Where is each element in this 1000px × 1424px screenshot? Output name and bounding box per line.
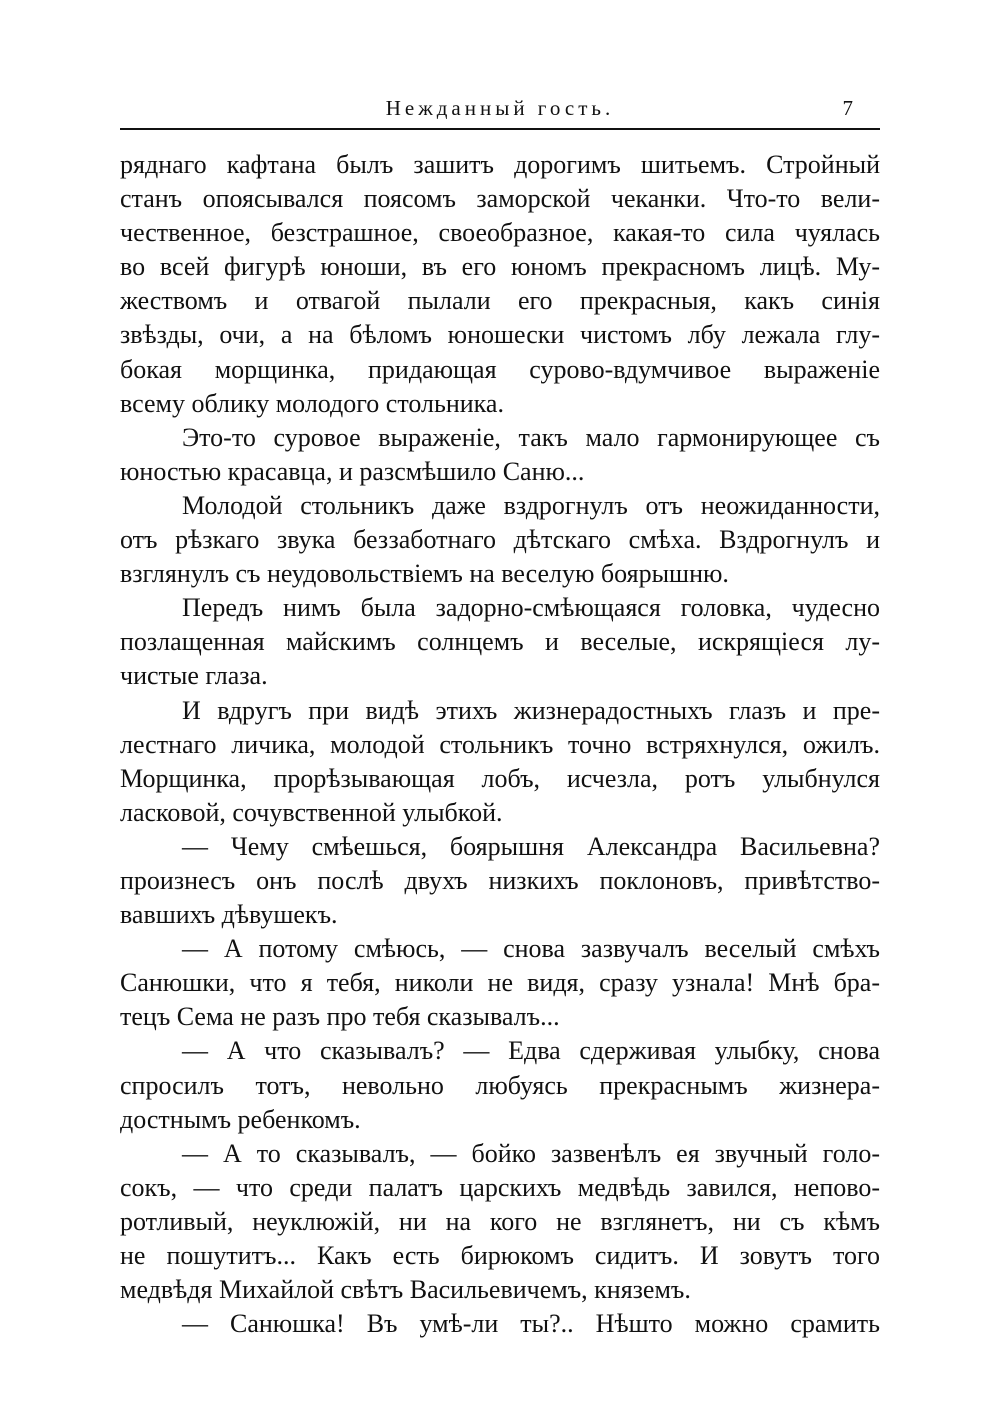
- text-line: достнымъ ребенкомъ.: [120, 1104, 361, 1134]
- text-line: — А то сказывалъ, — бойко зазвенѣлъ ея звучный голо-: [182, 1138, 880, 1168]
- text-line: ротливый, неуклюжій, ни на кого не взглянетъ, ни съ кѣмъ: [120, 1206, 880, 1236]
- text-line: жествомъ и отвагой пылали его прекрасныя, какъ синія: [120, 286, 880, 316]
- text-line: станъ опоясывался поясомъ заморской чеканки. Что-то вели-: [120, 184, 880, 214]
- text-line: Морщинка, прорѣзывающая лобъ, исчезла, ротъ улыбнулся: [120, 763, 880, 793]
- header-rule: [120, 128, 880, 130]
- running-title: Нежданный гость.: [385, 96, 615, 120]
- text-line: сокъ, — что среди палатъ царскихъ медвѣдь завился, непово-: [120, 1172, 880, 1202]
- text-line: лестнаго личика, молодой стольникъ точно встряхнулся, ожилъ.: [120, 729, 880, 759]
- text-line: взглянулъ съ неудовольствіемъ на веселую боярышню.: [120, 559, 729, 589]
- text-line: Передъ нимъ была задорно-смѣющаяся головка, чудесно: [182, 593, 880, 623]
- text-line: во всей фигурѣ юноши, въ его юномъ прекрасномъ лицѣ. Му-: [120, 252, 880, 282]
- text-line: юностью красавца, и разсмѣшило Саню...: [120, 456, 585, 486]
- text-line: тецъ Сема не разъ про тебя сказывалъ...: [120, 1002, 560, 1032]
- text-line: звѣзды, очи, а на бѣломъ юношески чистомъ лбу лежала глу-: [120, 320, 880, 350]
- text-line: — Санюшка! Въ умѣ-ли ты?.. Нѣшто можно срамить: [182, 1309, 880, 1339]
- text-line: чистые глаза.: [120, 661, 268, 691]
- text-line: медвѣдя Михайлой свѣтъ Васильевичемъ, княземъ.: [120, 1275, 691, 1305]
- text-line: вавшихъ дѣвушекъ.: [120, 900, 338, 930]
- text-line: всему облику молодого стольника.: [120, 388, 504, 418]
- text-line: спросилъ тотъ, невольно любуясь прекраснымъ жизнера-: [120, 1070, 880, 1100]
- text-line: ласковой, сочувственной улыбкой.: [120, 797, 503, 827]
- text-line: отъ рѣзкаго звука беззаботнаго дѣтскаго смѣха. Вздрогнулъ и: [120, 525, 880, 555]
- text-line: — Чему смѣешься, боярышня Александра Васильевна?: [182, 831, 880, 861]
- text-line: — А что сказывалъ? — Едва сдерживая улыбку, снова: [182, 1036, 880, 1066]
- body-text: [120, 148, 880, 1341]
- text-line: бокая морщинка, придающая сурово-вдумчивое выраженіе: [120, 354, 880, 384]
- text-line: произнесъ онъ послѣ двухъ низкихъ поклоновъ, привѣтство-: [120, 865, 880, 895]
- text-line: Санюшки, что я тебя, николи не видя, сразу узнала! Мнѣ бра-: [120, 968, 880, 998]
- text-line: — А потому смѣюсь, — снова зазвучалъ веселый смѣхъ: [182, 934, 880, 964]
- page-number: 7: [842, 96, 853, 120]
- text-line: позлащенная майскимъ солнцемъ и веселые, искрящіеся лу-: [120, 627, 880, 657]
- text-line: Это-то суровое выраженіе, такъ мало гармонирующее съ: [182, 422, 880, 452]
- text-line: Молодой стольникъ даже вздрогнулъ отъ неожиданности,: [182, 490, 880, 520]
- text-line: не пошутитъ... Какъ есть бирюкомъ сидитъ. И зовутъ того: [120, 1241, 880, 1270]
- running-head: [120, 96, 880, 130]
- text-line: И вдругъ при видѣ этихъ жизнерадостныхъ глазъ и пре-: [182, 695, 880, 725]
- text-line: ряднаго кафтана былъ зашитъ дорогимъ шитьемъ. Стройный: [120, 150, 880, 179]
- text-line: чественное, безстрашное, своеобразное, какая-то сила чуялась: [120, 218, 880, 248]
